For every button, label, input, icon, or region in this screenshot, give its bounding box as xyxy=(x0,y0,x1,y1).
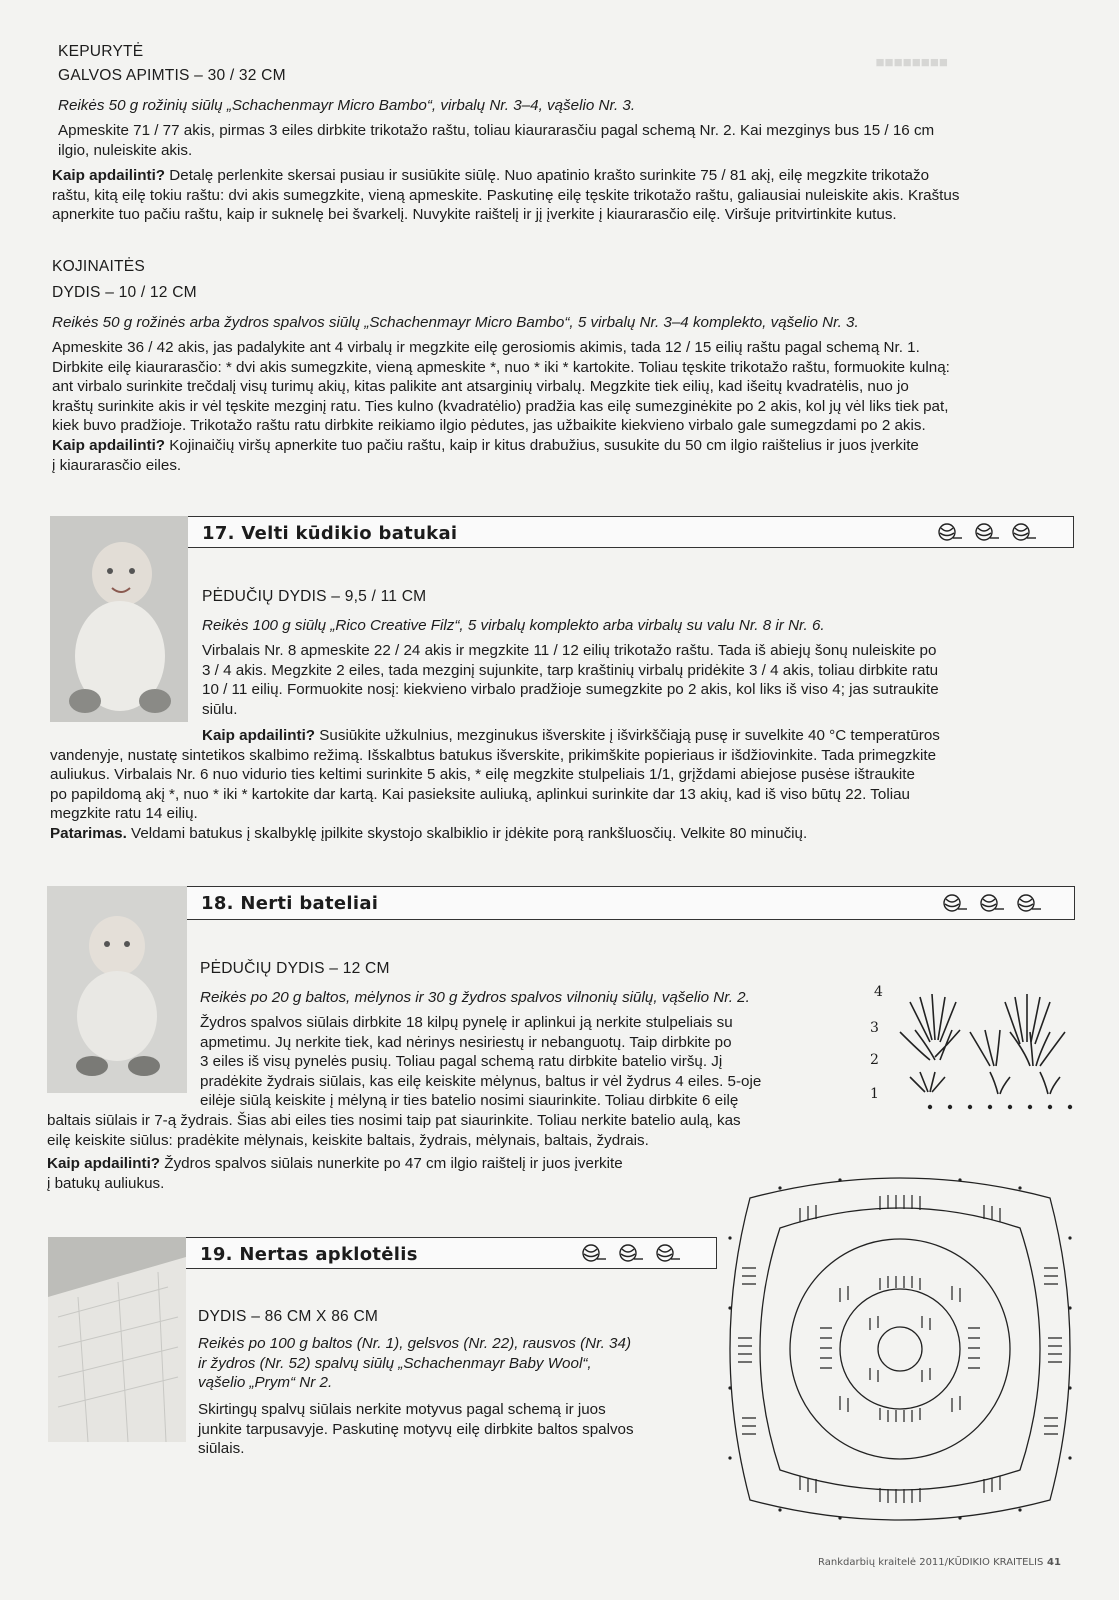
text-line: ir žydros (Nr. 52) spalvų siūlų „Schachenmayr Baby Wool“, xyxy=(198,1354,592,1372)
text-line: junkite tarpusavyje. Paskutinę motyvų eilę dirbkite baltos spalvos xyxy=(198,1420,634,1438)
s17-size: PĖDUČIŲ DYDIS – 9,5 / 11 CM xyxy=(202,588,427,605)
kojinaites-materials: Reikės 50 g rožinės arba žydros spalvos siūlų „Schachenmayr Micro Bambo“, 5 virbalų Nr. 3–4 komplekto, vąšelio Nr. 3. xyxy=(52,314,859,331)
text-line: į kiaurarasčio eiles. xyxy=(52,456,182,474)
chart-row-label: 1 xyxy=(870,1086,879,1102)
page-number: 41 xyxy=(1047,1557,1061,1568)
text-line: į batukų auliukus. xyxy=(47,1174,165,1192)
text-line: Kojinaičių viršų apnerkite tuo pačiu raštu, kaip ir kitus drabužius, susukite du 50 cm ilgio raištelius ir juos įverkite xyxy=(165,436,919,454)
blanket-photo-19 xyxy=(48,1237,186,1442)
finish-label: Kaip apdailinti? xyxy=(52,167,166,184)
text-line: Žydros spalvos siūlais nunerkite po 47 cm ilgio raištelį ir juos įverkite xyxy=(160,1155,623,1173)
text-line: ant virbalo surinkite trečdalį visų turimų akių, kitas palikite ant atsarginių virbalų. Megzkite tiek eilių, kad išeitų kvadratėlis, nuo jo xyxy=(52,378,909,396)
text-line: Dirbkite eilę kiaurarasčio: * dvi akis sumegzkite, vieną apmeskite *, nuo * iki * kartokite. Toliau tęskite trikotažo raštu, formuokite kulną: xyxy=(52,358,950,376)
section-19-header xyxy=(186,1237,717,1269)
text-line: 3 / 4 akis. Megzkite 2 eiles, tada mezginį sujunkite, tarp kraštinių virbalų pridėkite 3 / 4 akis, toliau dirbkite ratu xyxy=(202,661,939,679)
kojinaites-size: DYDIS – 10 / 12 CM xyxy=(52,284,197,301)
s18-body xyxy=(200,1013,860,1111)
baby-photo-17-drawing xyxy=(50,516,188,722)
kepuryte-materials: Reikės 50 g rožinių siūlų „Schachenmayr Micro Bambo“, virbalų Nr. 3–4, vąšelio Nr. 3. xyxy=(58,97,636,114)
s19-size: DYDIS – 86 CM X 86 CM xyxy=(198,1308,379,1325)
text-line: 10 / 11 eilių. Formuokite nosį: kiekvieno virbalo pradžioje sumegzkite po 2 akis, kol liks iš viso 4; jas sutraukite xyxy=(202,681,939,699)
text-line: siūlu. xyxy=(202,700,238,718)
text-line: 3 eiles iš visų pynelės pusių. Toliau pagal schemą ratu dirbkite batelio viršų. Jį xyxy=(200,1053,723,1071)
section-18-header xyxy=(187,886,1075,920)
chart-row-label: 2 xyxy=(870,1052,879,1068)
crochet-motif-drawing xyxy=(720,1168,1080,1530)
text-line: apnerkite tuo pačiu raštu, kaip ir suknelę bei švarkelį. Nuvykite raištelį ir jį įverkite į kiaurarasčio eilę. Viršuje pritvirtinkite kutus. xyxy=(52,206,897,224)
crochet-stitch-symbols xyxy=(890,982,1090,1117)
text-line: eilėje siūlą keiskite į mėlyną ir ties batelio nosimi siaurinkite. Toliau dirbkite 6 eilę xyxy=(200,1092,739,1110)
yarn-ball-icons xyxy=(932,520,1042,544)
text-line: Apmeskite 71 / 77 akis, pirmas 3 eiles dirbkite trikotažo raštu, toliau kiaurarasčiu pagal schemą Nr. 2. Kai mezginys bus 15 / 16 cm xyxy=(58,122,935,139)
kojinaites-title: KOJINAITĖS xyxy=(52,258,145,275)
text-line: Susiūkite užkulnius, mezginukus išverskite į išvirkščiąją pusę ir suvelkite 40 °C temperatūros xyxy=(315,727,940,744)
difficulty-icon xyxy=(937,891,1047,920)
s19-body xyxy=(198,1400,708,1459)
s18-size: PĖDUČIŲ DYDIS – 12 CM xyxy=(200,960,390,977)
kepuryte-title: KEPURYTĖ xyxy=(58,43,144,60)
text-line: Žydros spalvos siūlais dirbkite 18 kilpų pynelę ir aplinkui ją nerkite stulpeliais su xyxy=(200,1014,733,1031)
tip-label: Patarimas. xyxy=(50,824,127,842)
text-line: Veldami batukus į skalbyklę įpilkite skystojo skalbiklio ir įdėkite porą rankšluosčių. Velkite 80 minučių. xyxy=(126,824,808,842)
text-line: kraštų surinkite akis ir vėl tęskite mezginį ratu. Ties kulno (kvadratėlio) pradžia kas eilę sumezginėkite po 2 akis, kol jų vėl liks tiek pat, xyxy=(52,397,949,415)
text-line: Detalę perlenkite skersai pusiau ir susiūkite siūlę. Nuo apatinio krašto surinkite 75 / 81 akį, eilę megzkite trikotažo xyxy=(165,167,930,184)
kepuryte-finish xyxy=(52,166,1102,225)
text-line: pradėkite žydrais siūlais, kas eilę keiskite mėlynus, baltus ir vėl žydrus 4 eiles. 5-oje xyxy=(200,1072,762,1090)
bleed-through: ■■■■■■■■ xyxy=(875,54,948,71)
baby-photo-18 xyxy=(47,886,187,1093)
section-17-title: 17. Velti kūdikio batukai xyxy=(202,523,458,544)
s17-body xyxy=(202,641,1072,719)
finish-label: Kaip apdailinti? xyxy=(202,727,316,744)
blanket-photo-19-drawing xyxy=(48,1237,186,1442)
baby-photo-17 xyxy=(50,516,188,722)
difficulty-icon xyxy=(932,520,1042,549)
yarn-ball-icons xyxy=(576,1241,686,1265)
finish-label: Kaip apdailinti? xyxy=(47,1155,161,1173)
difficulty-icon xyxy=(576,1241,686,1270)
text-line: vandenyje, nustatę sintetikos skalbimo režimą. Išskalbtus batukus išverskite, prikimškite popieriaus ir išdžiovinkite. Tada primegzkite xyxy=(50,746,937,764)
text-line: Reikės po 100 g baltos (Nr. 1), gelsvos (Nr. 22), rausvos (Nr. 34) xyxy=(198,1335,631,1352)
section-18-title: 18. Nerti bateliai xyxy=(201,893,379,914)
text-line: vąšelio „Prym“ Nr 2. xyxy=(198,1374,333,1392)
crochet-motif-chart-19 xyxy=(720,1168,1080,1530)
finish-label: Kaip apdailinti? xyxy=(52,436,166,454)
text-line: eilę keiskite siūlus: pradėkite mėlynais, keiskite baltais, žydrais, mėlynais, baltais, žydrais. xyxy=(47,1131,649,1149)
footer-publication: Rankdarbių kraitelė 2011/KŪDIKIO KRAITELIS xyxy=(818,1557,1044,1568)
s18-materials: Reikės po 20 g baltos, mėlynos ir 30 g žydros spalvos vilnonių siūlų, vąšelio Nr. 2. xyxy=(200,989,750,1006)
text-line: kiek buvo pradžioje. Trikotažo raštu ratu dirbkite reikiamo ilgio pėdutes, jas užbaikite kiekvieno virbalo gale sumegzdami po 2 akis. xyxy=(52,417,926,435)
text-line: raštu, kitą eilę tokiu raštu: dvi akis sumegzkite, vieną apmeskite. Paskutinę eilę tęskite trikotažo raštu, galiausiai nuleiskite akis. Kraštus xyxy=(52,186,960,204)
text-line: ilgio, nuleiskite akis. xyxy=(58,141,193,159)
text-line: siūlais. xyxy=(198,1440,245,1458)
text-line: Skirtingų spalvų siūlais nerkite motyvus pagal schemą ir juos xyxy=(198,1401,606,1418)
text-line: auliukus. Virbalais Nr. 6 nuo vidurio ties keltimi surinkite 5 akis, * eilę megzkite stulpeliais 1/1, grįždami abiejose pusėse ištraukite xyxy=(50,766,915,784)
s19-materials xyxy=(198,1334,708,1393)
baby-photo-18-drawing xyxy=(47,886,187,1093)
text-line: po papildomą akį *, nuo * iki * kartokite dar kartą. Kai pasieksite auliuką, aplinkui surinkite dar 13 akių, kad iš viso būtų 22. Toliau xyxy=(50,785,910,803)
chart-row-label: 4 xyxy=(874,984,883,1000)
text-line: megzkite ratu 14 eilių. xyxy=(50,805,198,823)
s17-finish xyxy=(50,726,1100,844)
yarn-ball-icons xyxy=(937,891,1047,915)
kojinaites-body xyxy=(52,338,1102,475)
text-line: Apmeskite 36 / 42 akis, jas padalykite ant 4 virbalų ir megzkite eilę gerosiomis akimis, tada 12 / 15 eilių raštu pagal schemą Nr. 1. xyxy=(52,339,920,356)
section-17-header xyxy=(188,516,1074,548)
s17-materials: Reikės 100 g siūlų „Rico Creative Filz“, 5 virbalų komplekto arba virbalų su valu Nr. 8 ir Nr. 6. xyxy=(202,617,825,634)
chart-row-label: 3 xyxy=(870,1020,879,1036)
crochet-chart-18 xyxy=(860,982,1090,1122)
text-line: Virbalais Nr. 8 apmeskite 22 / 24 akis ir megzkite 11 / 12 eilių trikotažo raštu. Tada iš abiejų šonų nuleiskite po xyxy=(202,642,937,659)
section-19-title: 19. Nertas apklotėlis xyxy=(200,1244,418,1265)
text-line: apmetimu. Jų nerkite tiek, kad nėrinys nesiriestų ir nebanguotų. Taip dirbkite po xyxy=(200,1033,732,1051)
text-line: baltais siūlais ir 7-ą žydrais. Šias abi eiles ties nosimi taip pat siaurinkite. Toliau nerkite batelio aulą, kas xyxy=(47,1112,741,1129)
kepuryte-body xyxy=(58,121,1088,160)
kepuryte-size: GALVOS APIMTIS – 30 / 32 CM xyxy=(58,67,286,84)
